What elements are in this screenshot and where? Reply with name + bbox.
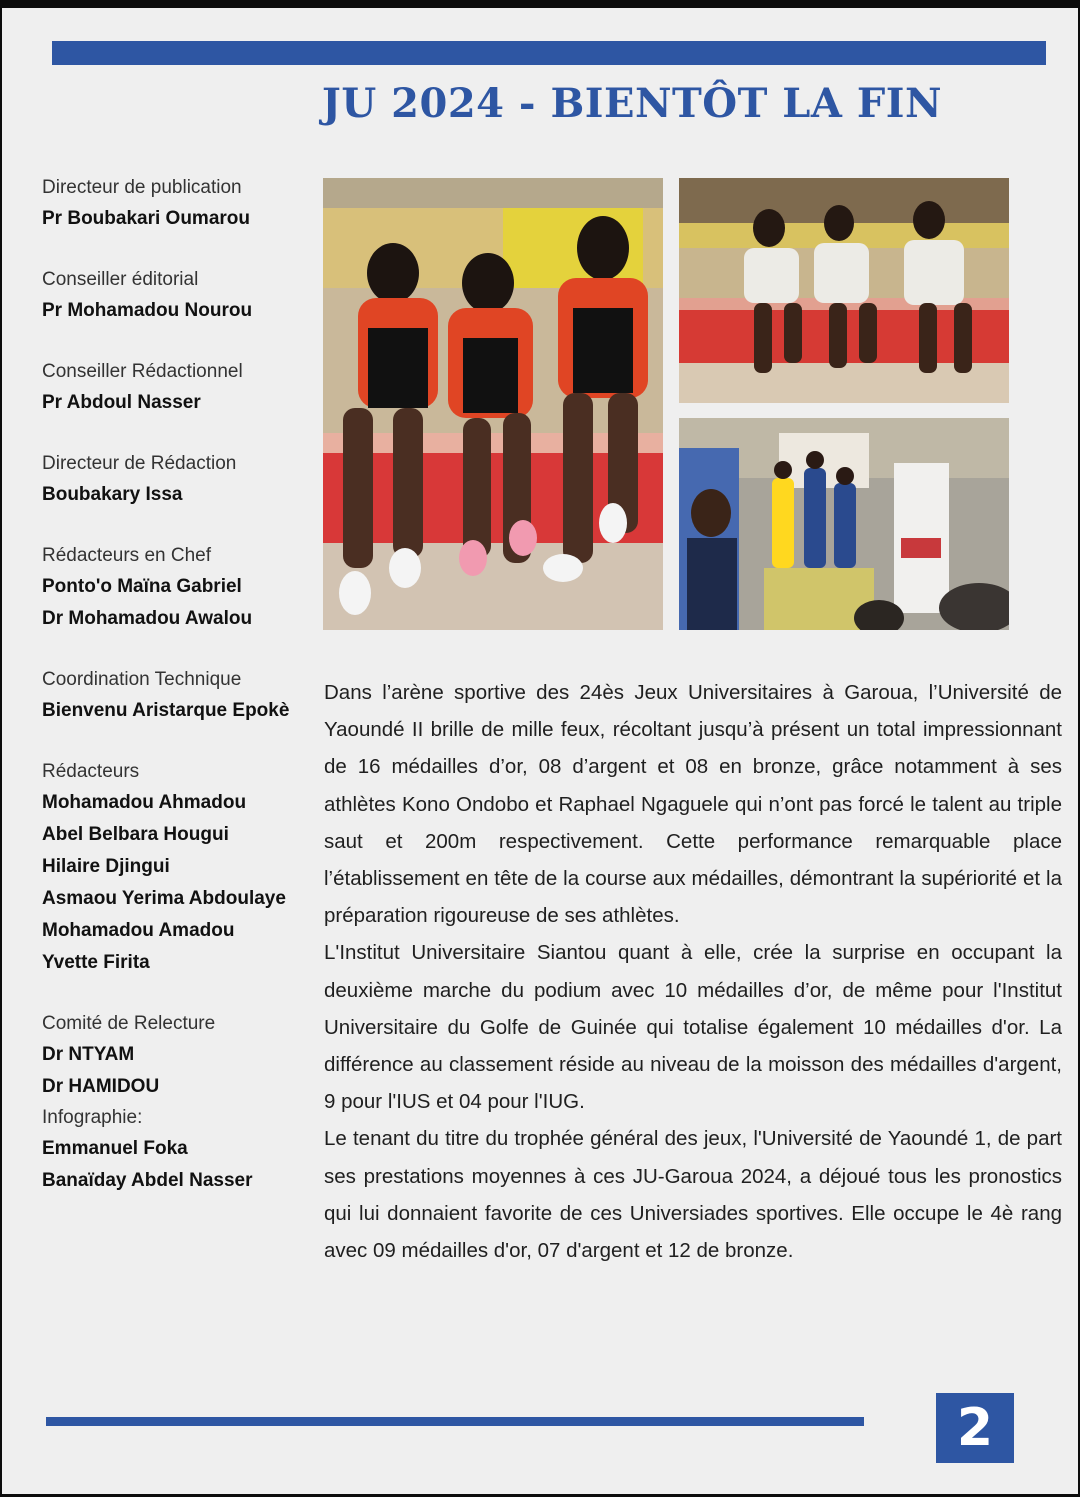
top-accent-bar [52, 41, 1046, 65]
masthead-role: Infographie: [42, 1107, 143, 1128]
article-paragraph: Dans l’arène sportive des 24ès Jeux Universitaires à Garoua, l’Université de Yaoundé II brille de mille feux, récoltant jusqu’à présent un total impressionnant de 16 médailles d’or, 08 d’argent et 08 en bronze, grâce notamment à ses athlètes Kono Ondobo et Raphael Ngaguele qui n’ont pas forcé le talent au triple saut et 200m respectivement. Cette performance remarquable place l’établissement en tête de la course aux médailles, démontrant la supériorité et la préparation rigoureuse de ses athlètes. [324, 681, 1062, 928]
masthead-role: Conseiller Rédactionnel [42, 361, 243, 382]
masthead-role: Rédacteurs en Chef [42, 545, 211, 566]
masthead-role: Comité de Relecture [42, 1013, 216, 1034]
masthead-person: Pr Boubakari Oumarou [42, 208, 250, 229]
masthead-person: Ponto'o Maïna Gabriel [42, 576, 242, 597]
masthead-person: Pr Mohamadou Nourou [42, 300, 253, 321]
masthead-person: Dr NTYAM [42, 1044, 135, 1065]
article-paragraph: L'Institut Universitaire Siantou quant à elle, crée la surprise en occupant la deuxième marche du podium avec 10 médailles d’or, de même pour l'Institut Universitaire du Golfe de Guinée qui totalise également 10 médailles d'or. La différence au classement réside au niveau de la moisson des médailles d'argent, 9 pour l'IUS et 04 pour l'IUG. [324, 941, 1062, 1114]
masthead-person: Banaïday Abdel Nasser [42, 1170, 253, 1191]
masthead-role: Coordination Technique [42, 669, 242, 690]
page-number-badge: 2 [936, 1393, 1014, 1463]
masthead-person: Bienvenu Aristarque Epokè [42, 700, 290, 721]
photo-female-athletes [323, 178, 663, 630]
masthead-person: Asmaou Yerima Abdoulaye [42, 888, 286, 909]
masthead-role: Conseiller éditorial [42, 269, 199, 290]
page-title: JU 2024 - BIENTÔT LA FIN [321, 80, 943, 127]
masthead-person: Emmanuel Foka [42, 1138, 188, 1159]
masthead-person: Hilaire Djingui [42, 856, 170, 877]
magazine-page [2, 8, 1078, 1494]
article-body [324, 674, 1062, 1269]
masthead-person: Dr Mohamadou Awalou [42, 608, 253, 629]
bottom-accent-bar [46, 1417, 864, 1426]
photo-podium-ceremony [679, 418, 1009, 630]
masthead-role: Directeur de Rédaction [42, 453, 237, 474]
masthead [42, 173, 312, 1197]
masthead-person: Boubakary Issa [42, 484, 183, 505]
masthead-role: Rédacteurs [42, 761, 140, 782]
masthead-person: Mohamadou Ahmadou [42, 792, 247, 813]
article-paragraph: Le tenant du titre du trophée général des jeux, l'Université de Yaoundé 1, de part ses prestations moyennes à ces JU-Garoua 2024, a déjoué tous les pronostics qui lui donnaient favorite de ces Universiades sportives. Elle occupe le 4è rang avec 09 médailles d'or, 07 d'argent et 12 de bronze. [324, 1127, 1062, 1263]
masthead-person: Yvette Firita [42, 952, 150, 973]
masthead-role: Directeur de publication [42, 177, 242, 198]
photo-male-athletes [679, 178, 1009, 403]
masthead-person: Mohamadou Amadou [42, 920, 235, 941]
masthead-person: Abel Belbara Hougui [42, 824, 229, 845]
masthead-person: Dr HAMIDOU [42, 1076, 160, 1097]
masthead-person: Pr Abdoul Nasser [42, 392, 201, 413]
